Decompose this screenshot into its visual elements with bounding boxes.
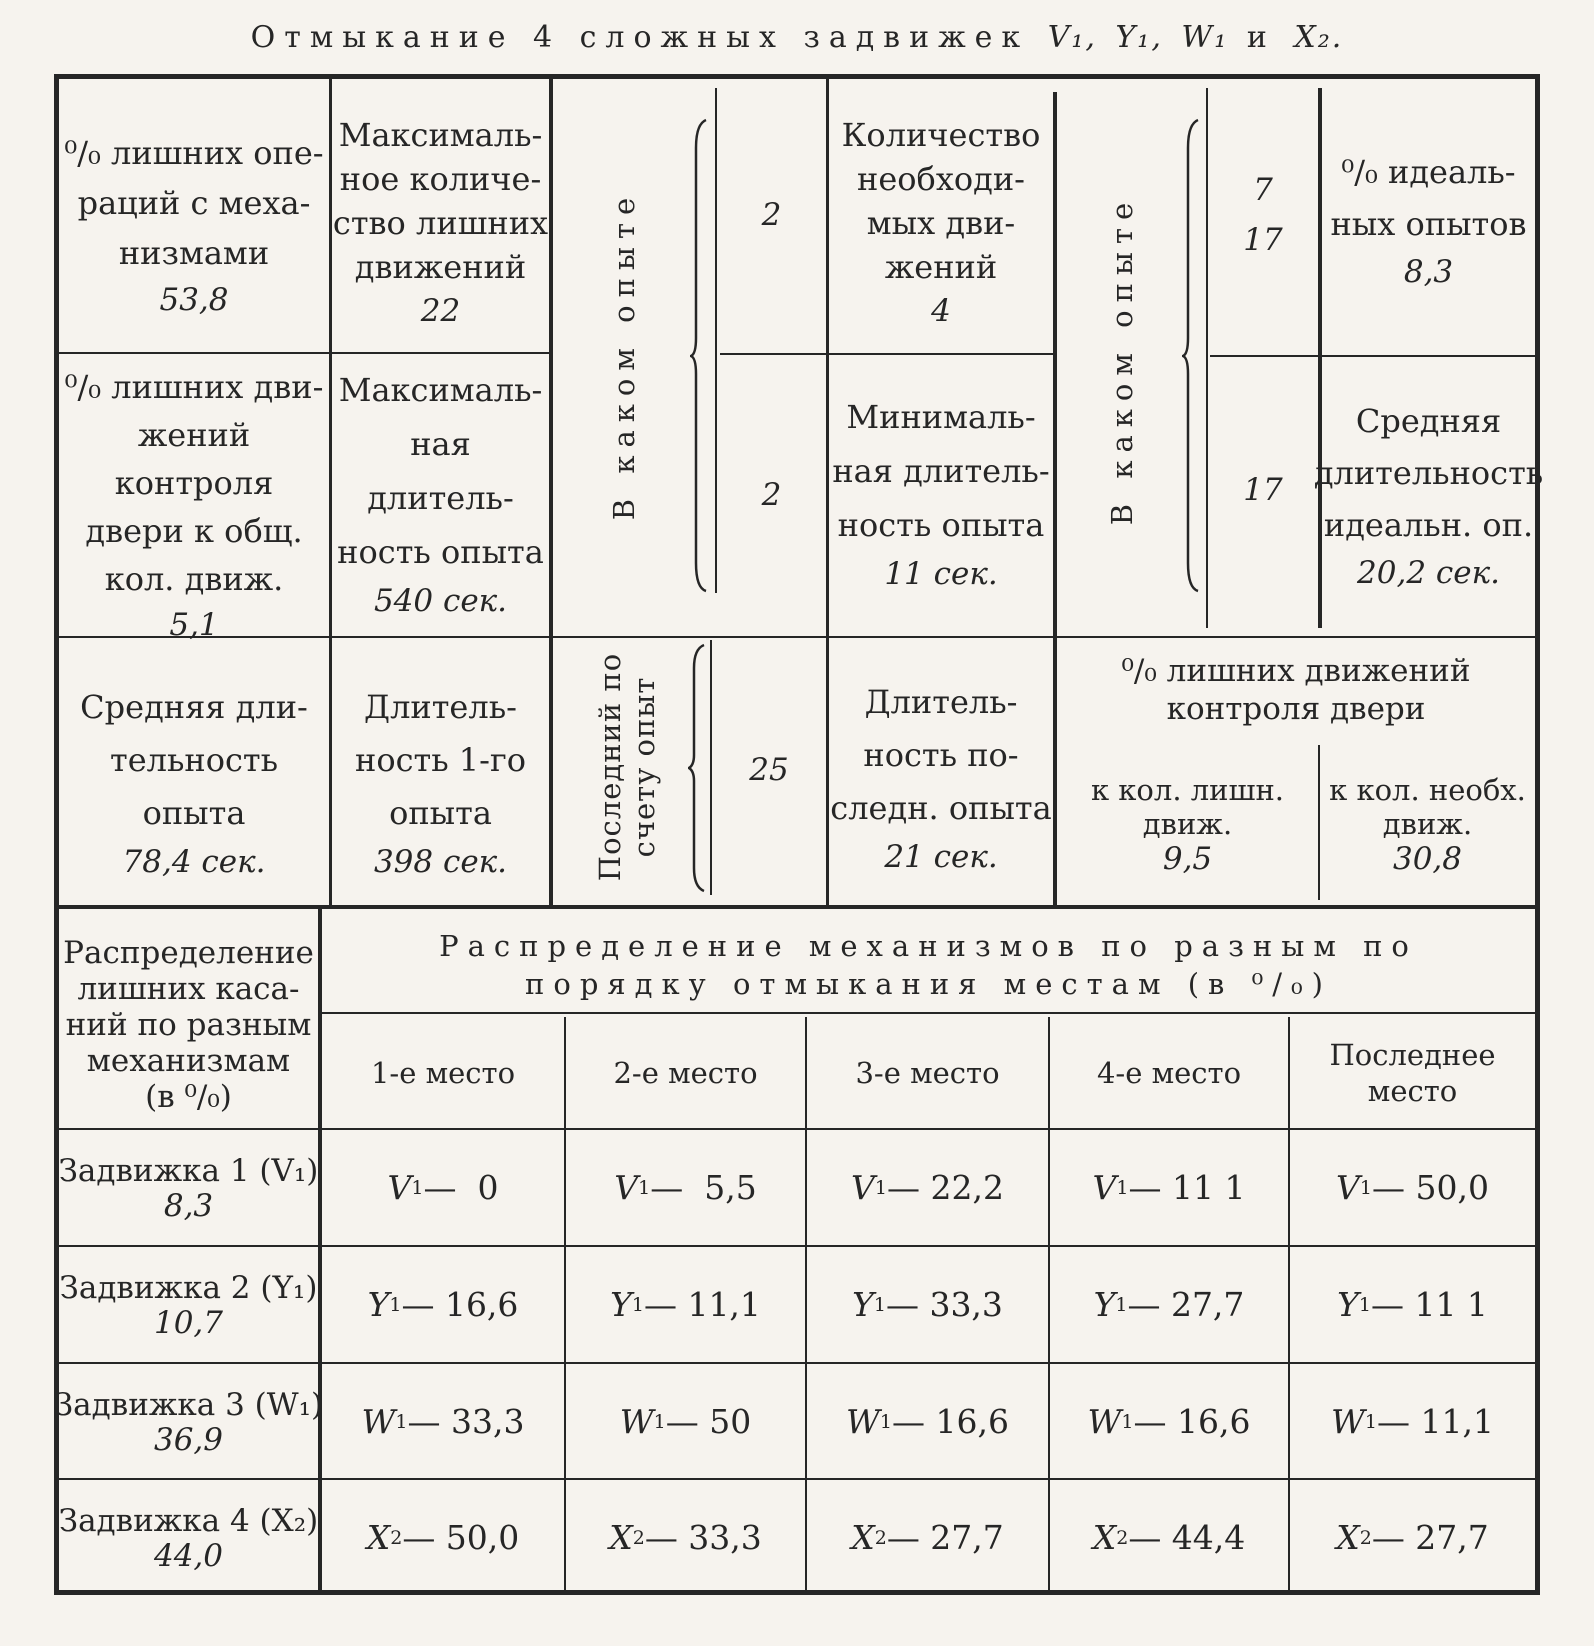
mechanism-percent: — 33,3: [407, 1402, 525, 1441]
door-control-header: ⁰/₀ лишних движений контроля двери: [1121, 653, 1471, 727]
title-y: Y₁,: [1115, 20, 1163, 55]
row-label-text: Задвижка 3 (W₁): [53, 1386, 324, 1423]
cell-value-a: 7: [1253, 172, 1273, 208]
pct-extra-operations: [59, 100, 329, 350]
which-experiment-label-1: В каком опыте: [607, 189, 641, 521]
row-label-text: Задвижка 1 (V₁): [58, 1152, 319, 1189]
mechanism-cell: [322, 1364, 564, 1479]
row-line-1d: [1210, 355, 1535, 357]
row-label-value: 10,7: [153, 1304, 224, 1341]
cell-value: 4: [931, 293, 951, 329]
brace-3: [1182, 118, 1196, 593]
mechanism-symbol: X: [1336, 1518, 1360, 1557]
mechanism-cell: [1290, 1364, 1535, 1479]
row-line-1b: [720, 353, 826, 355]
mechanism-symbol: V: [851, 1168, 875, 1207]
frame-right: [1535, 74, 1540, 1595]
mechanism-subscript: 1: [1359, 1176, 1372, 1199]
brace-2: [688, 643, 702, 893]
cell-label: Длитель- ность по- следн. опыта: [830, 683, 1052, 827]
mechanism-subscript: 1: [879, 1410, 893, 1433]
mechanism-symbol: V: [1336, 1168, 1360, 1207]
brace-3-shape: [1182, 118, 1202, 593]
section-divider: [54, 905, 1540, 909]
mechanism-subscript: 1: [631, 1293, 644, 1316]
mechanism-cell: [322, 1130, 564, 1245]
brace-1: [690, 118, 704, 593]
mechanism-percent: — 33,3: [885, 1285, 1003, 1324]
row-line-2a: [59, 636, 1535, 638]
mechanism-subscript: 1: [1121, 1410, 1134, 1433]
mechanism-subscript: 1: [395, 1410, 408, 1433]
mechanism-percent: — 27,7: [886, 1518, 1004, 1557]
mechanism-symbol: V: [614, 1168, 639, 1207]
row-label: [53, 1364, 324, 1479]
cell-value: 8,3: [1403, 254, 1454, 290]
mechanism-percent: — 11 1: [1370, 1285, 1488, 1324]
cell-value: 53,8: [159, 282, 229, 318]
mechanism-symbol: W: [846, 1402, 880, 1441]
place-2-header: 2-е место: [613, 1055, 758, 1090]
place-4-header: 4-е место: [1096, 1055, 1242, 1090]
mechanism-percent: — 11 1: [1128, 1168, 1246, 1207]
row-line-1c: [829, 353, 1053, 355]
mechanism-percent: — 27,7: [1371, 1518, 1489, 1557]
door-control-to-required: [1320, 760, 1535, 890]
mechanism-symbol: W: [619, 1402, 654, 1441]
mechanism-percent: — 5,5: [650, 1168, 757, 1207]
cell-label: к кол. лишн. движ.: [1090, 773, 1285, 841]
row-label-text: Задвижка 2 (Y₁): [59, 1269, 318, 1306]
mechanism-symbol: W: [1331, 1402, 1365, 1441]
mechanism-cell: [807, 1364, 1048, 1479]
cell-value: 21 сек.: [884, 839, 998, 875]
row-label-value: 44,0: [153, 1537, 224, 1574]
frame-top: [54, 74, 1540, 79]
mechanism-subscript: 1: [389, 1293, 402, 1316]
place-last-header: Последнее место: [1329, 1037, 1496, 1108]
mechanism-cell: [807, 1480, 1048, 1595]
mechanism-subscript: 1: [1364, 1410, 1378, 1433]
avg-duration: [59, 660, 329, 905]
required-moves: [829, 98, 1053, 348]
mechanism-symbol: X: [609, 1518, 633, 1557]
cell-value: 540 сек.: [373, 583, 508, 619]
mechanism-symbol: Y: [1337, 1285, 1359, 1324]
cell-label: Количество необходи- мых дви- жений: [841, 116, 1041, 286]
avg-ideal-duration: [1313, 385, 1544, 605]
mechanism-symbol: Y: [610, 1285, 632, 1324]
mechanism-subscript: 1: [1116, 1176, 1129, 1199]
mechanism-symbol: Y: [367, 1285, 390, 1324]
mechanism-subscript: 2: [632, 1526, 645, 1549]
mechanism-percent: — 50: [665, 1402, 752, 1441]
row-label: [59, 1247, 318, 1362]
which-exp-value-2: 2: [761, 477, 782, 513]
cell-label: Максималь- ная длитель- ность опыта: [337, 371, 544, 571]
min-duration: [829, 378, 1053, 608]
mechanism-percent: — 11,1: [643, 1285, 761, 1324]
cell-label: ⁰/₀ идеаль- ных опытов: [1330, 153, 1527, 243]
cell-label: Средняя дли- тельность опыта: [80, 688, 308, 832]
mechanism-percent: — 50,0: [1371, 1168, 1489, 1207]
title-text: Отмыкание 4 сложных задвижек: [250, 20, 1030, 55]
brace-1-shape: [690, 118, 710, 593]
title-x: X₂.: [1294, 20, 1344, 55]
mechanism-cell: [1290, 1130, 1535, 1245]
distribution-extra-touches-header: Распределение лишних каса- ний по разным механизмам (в ⁰/₀): [63, 935, 314, 1115]
cell-value: 30,8: [1392, 841, 1463, 877]
header-underline: [322, 1012, 1535, 1014]
cell-label: Максималь- ное количе- ство лишних движений: [332, 116, 549, 286]
cell-value: 78,4 сек.: [122, 844, 266, 880]
mechanism-subscript: 2: [390, 1526, 403, 1549]
mechanism-subscript: 1: [638, 1176, 651, 1199]
mechanism-percent: — 33,3: [644, 1518, 762, 1557]
first-duration: [332, 660, 549, 905]
mechanism-cell: [566, 1480, 805, 1595]
max-duration: [332, 371, 549, 619]
cell-label: Длитель- ность 1-го опыта: [354, 688, 526, 832]
mechanism-symbol: W: [1087, 1402, 1122, 1441]
mechanism-cell: [807, 1130, 1048, 1245]
mechanism-percent: — 27,7: [1127, 1285, 1245, 1324]
mechanism-symbol: Y: [852, 1285, 874, 1324]
mechanism-subscript: 1: [653, 1410, 666, 1433]
mechanism-percent: — 22,2: [886, 1168, 1004, 1207]
mechanism-cell: [566, 1247, 805, 1362]
mechanism-cell: [322, 1247, 564, 1362]
cell-value: 5,1: [169, 607, 219, 643]
mechanism-cell: [1050, 1130, 1288, 1245]
mechanism-cell: [566, 1130, 805, 1245]
distribution-places-header: Распределение механизмов по разным по порядку отмыкания местам (в ⁰/₀): [439, 929, 1418, 1001]
cell-value-b: 17: [1243, 222, 1283, 258]
mechanism-symbol: X: [851, 1518, 875, 1557]
mechanism-subscript: 1: [1115, 1293, 1128, 1316]
col-line-2: [549, 79, 553, 905]
mechanism-percent: — 0: [423, 1168, 499, 1207]
brace-2-shape: [688, 643, 708, 893]
max-extra-moves: [332, 98, 549, 348]
title-and: и: [1246, 20, 1276, 55]
row-label: [59, 1480, 318, 1595]
row-line-1a: [59, 352, 549, 354]
cell-value: 20,2 сек.: [1357, 555, 1500, 591]
which-experiment-label-2: В каком опыте: [1105, 194, 1139, 526]
mechanism-subscript: 2: [1116, 1526, 1129, 1549]
cell-value: 22: [420, 293, 461, 329]
cell-label: к кол. необх. движ.: [1329, 773, 1526, 841]
mechanism-symbol: Y: [1093, 1285, 1116, 1324]
mechanism-percent: — 16,6: [401, 1285, 519, 1324]
mechanism-percent: — 50,0: [402, 1518, 520, 1557]
mechanism-percent: — 16,6: [892, 1402, 1009, 1441]
mechanism-symbol: X: [366, 1518, 391, 1557]
mechanism-cell: [1290, 1247, 1535, 1362]
last-experiment-label: Последний по счету опыт: [593, 652, 661, 882]
cell-label: Минималь- ная длитель- ность опыта: [832, 398, 1050, 544]
mechanism-percent: — 16,6: [1133, 1402, 1251, 1441]
title-w: W₁: [1181, 20, 1229, 55]
mechanism-cell: [566, 1364, 805, 1479]
mechanism-cell: [1050, 1247, 1288, 1362]
title-v: V₁,: [1047, 20, 1097, 55]
mechanism-subscript: 1: [873, 1293, 886, 1316]
mechanism-symbol: V: [387, 1168, 412, 1207]
cell-value: 9,5: [1162, 841, 1213, 877]
mechanism-percent: — 11,1: [1377, 1402, 1494, 1441]
door-control-to-extra: [1057, 760, 1318, 890]
cell-label: ⁰/₀ лишних дви- жений контроля двери к общ. кол. движ.: [64, 368, 324, 598]
cell-label: ⁰/₀ лишних опе- раций с меха- низмами: [64, 134, 324, 272]
mechanism-symbol: V: [1092, 1168, 1117, 1207]
mechanism-subscript: 1: [1358, 1293, 1371, 1316]
pct-extra-door-moves: [59, 368, 329, 643]
mechanism-cell: [1050, 1364, 1288, 1479]
mechanism-percent: — 44,4: [1128, 1518, 1246, 1557]
which-exp-value-3: [1208, 165, 1318, 265]
last-exp-value: 25: [749, 752, 789, 788]
row-label: [59, 1130, 318, 1245]
mechanism-symbol: W: [361, 1402, 396, 1441]
cell-value: 11 сек.: [884, 556, 998, 592]
mechanism-symbol: X: [1092, 1518, 1117, 1557]
cell-label: Средняя длительность идеальн. оп.: [1313, 402, 1544, 544]
row-label-text: Задвижка 4 (X₂): [58, 1502, 319, 1539]
mechanism-subscript: 2: [1359, 1526, 1372, 1549]
row-label-value: 36,9: [153, 1421, 224, 1458]
cell-value: 398 сек.: [373, 844, 508, 880]
mechanism-subscript: 2: [874, 1526, 887, 1549]
mechanism-cell: [1290, 1480, 1535, 1595]
place-3-header: 3-е место: [855, 1055, 1000, 1090]
place-1-header: 1-е место: [370, 1055, 516, 1090]
row-label-value: 8,3: [163, 1187, 214, 1224]
which-exp-value-4: 17: [1243, 472, 1283, 508]
last-duration: [829, 655, 1053, 900]
mechanism-subscript: 1: [411, 1176, 424, 1199]
which-exp-value-1: 2: [761, 197, 782, 233]
mechanism-cell: [322, 1480, 564, 1595]
mechanism-subscript: 1: [874, 1176, 887, 1199]
mechanism-cell: [807, 1247, 1048, 1362]
mechanism-cell: [1050, 1480, 1288, 1595]
pct-ideal-experiments: [1322, 120, 1535, 320]
